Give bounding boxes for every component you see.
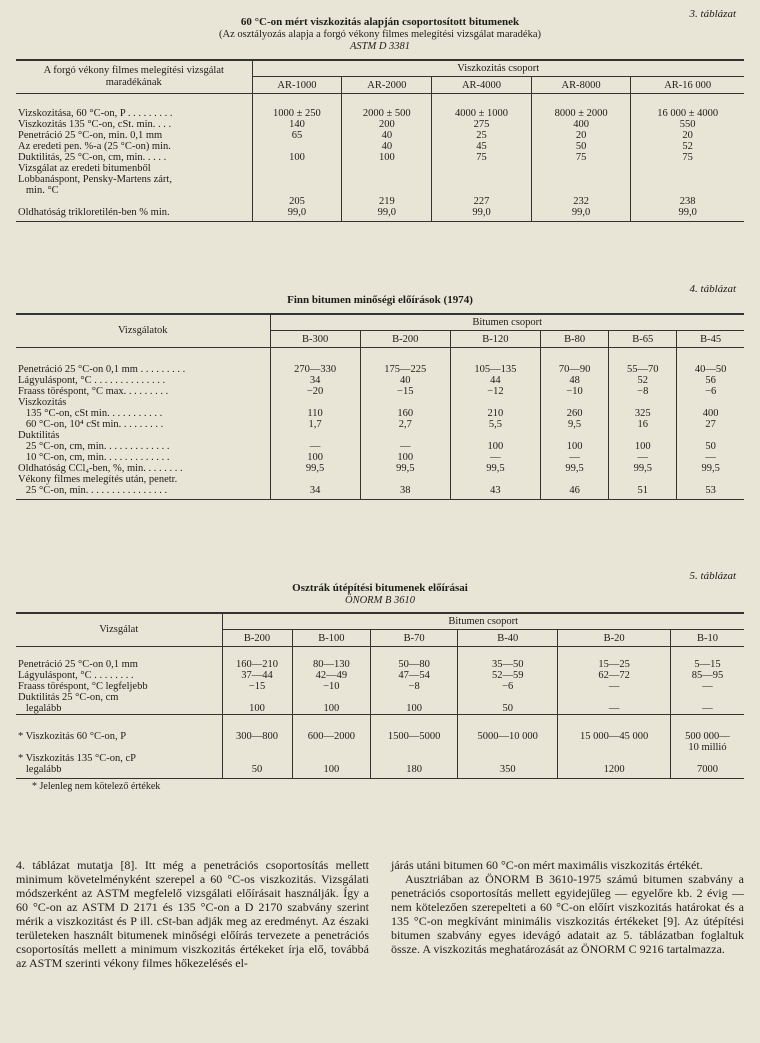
- table-cell: [631, 163, 744, 174]
- table-row: [16, 185, 744, 196]
- column-header: AR-2000: [342, 77, 432, 94]
- table5-title: Osztrák útépítési bitumenek előírásai: [292, 582, 468, 594]
- table-cell: 99,5: [541, 463, 609, 474]
- table5: [16, 612, 744, 779]
- table-cell: 50: [458, 703, 558, 715]
- table-cell: [371, 742, 458, 753]
- table-cell: 16: [609, 419, 677, 430]
- table-row: [16, 408, 744, 419]
- table-cell: —: [450, 452, 540, 463]
- table-cell: 99,0: [342, 207, 432, 222]
- table4-section: [16, 283, 744, 500]
- table-cell: 34: [270, 375, 360, 386]
- table-cell: 1000 ± 250: [252, 94, 342, 120]
- table-cell: [360, 397, 450, 408]
- table-cell: 400: [702, 408, 719, 419]
- table-cell: [541, 474, 609, 485]
- table-cell: —: [360, 441, 450, 452]
- column-header: B-20: [558, 630, 671, 647]
- table-row: [16, 152, 744, 163]
- table-row: [16, 441, 744, 452]
- table-cell: [222, 742, 292, 753]
- table-cell: [342, 163, 432, 174]
- table-row: [16, 141, 744, 152]
- table-cell: 34: [270, 485, 360, 500]
- column-header: B-70: [371, 630, 458, 647]
- body-text: [16, 858, 744, 970]
- body-paragraph: járás utáni bitumen 60 °C-on mért maximális viszkozitás értékét.: [391, 858, 703, 872]
- table-cell: 550: [679, 119, 696, 130]
- table-cell: 175—225: [360, 348, 450, 376]
- table-cell: —: [705, 452, 716, 463]
- table-cell: 2000 ± 500: [342, 94, 432, 120]
- table-row: [16, 386, 744, 397]
- column-header: B-100: [292, 630, 371, 647]
- table-cell: 40: [360, 375, 450, 386]
- table-cell: 180: [371, 764, 458, 779]
- table-cell: 35—50: [458, 647, 558, 671]
- table5-subtitle: ÖNORM B 3610: [345, 595, 415, 606]
- table-cell: —: [609, 452, 677, 463]
- table-cell: −6: [705, 386, 717, 397]
- table-cell: [222, 692, 292, 703]
- table-cell: [531, 185, 631, 196]
- table3: [16, 59, 744, 222]
- table-row: [16, 715, 744, 743]
- row-label: legalább: [16, 703, 222, 715]
- table-cell: —: [702, 703, 713, 714]
- table4-title: Finn bitumen minőségi előírások (1974): [287, 294, 473, 306]
- table-cell: 219: [342, 196, 432, 207]
- row-label: 135 °C-on, cSt min. . . . . . . . . . .: [16, 408, 270, 419]
- table-cell: 75: [531, 152, 631, 163]
- table-cell: [252, 174, 342, 185]
- table-cell: 7000: [696, 764, 718, 775]
- table-cell: [371, 692, 458, 703]
- table-cell: 99,0: [432, 207, 532, 222]
- table-cell: 100: [609, 441, 677, 452]
- table-cell: 232: [531, 196, 631, 207]
- table-cell: [342, 185, 432, 196]
- row-label: Vizsgálat az eredeti bitumenből: [16, 163, 252, 174]
- table-row: [16, 742, 744, 753]
- table-cell: [292, 692, 371, 703]
- column-header: B-120: [450, 331, 540, 348]
- row-label: 60 °C-on, 10⁴ cSt min. . . . . . . . .: [16, 419, 270, 430]
- row-label: 25 °C-on, min. . . . . . . . . . . . . . . .: [16, 485, 270, 500]
- row-label: Penetráció 25 °C-on 0,1 mm: [16, 647, 222, 671]
- row-label: Lágyuláspont, °C . . . . . . . .: [16, 670, 222, 681]
- table-cell: 100: [541, 441, 609, 452]
- table-cell: [252, 141, 342, 152]
- row-label: Lágyuláspont, °C . . . . . . . . . . . . . .: [16, 375, 270, 386]
- row-label: Penetráció 25 °C-on 0,1 mm . . . . . . . . .: [16, 348, 270, 376]
- column-header: B-80: [541, 331, 609, 348]
- table-cell: [270, 474, 360, 485]
- table-cell: 100: [252, 152, 342, 163]
- table-cell: 51: [609, 485, 677, 500]
- table-cell: [531, 163, 631, 174]
- table-cell: 200: [342, 119, 432, 130]
- row-label: Duktilitás, 25 °C-on, cm, min. . . . .: [16, 152, 252, 163]
- table-cell: [450, 397, 540, 408]
- row-label: min. °C: [16, 185, 252, 196]
- table-cell: [458, 753, 558, 764]
- table-row: [16, 647, 744, 671]
- table-cell: −20: [270, 386, 360, 397]
- table-cell: [677, 474, 744, 485]
- table-cell: 99,0: [252, 207, 342, 222]
- table-cell: [631, 174, 744, 185]
- row-label: Vizskozitása, 60 °C-on, P . . . . . . . . .: [16, 94, 252, 120]
- table-cell: 100: [222, 703, 292, 715]
- table-cell: 2,7: [360, 419, 450, 430]
- table-cell: −10: [541, 386, 609, 397]
- table-cell: −8: [371, 681, 458, 692]
- table-cell: 85—95: [691, 670, 724, 681]
- table4: [16, 313, 744, 500]
- table-cell: 100: [450, 441, 540, 452]
- table-cell: 52: [609, 375, 677, 386]
- table-cell: [531, 174, 631, 185]
- table-cell: 80—130: [292, 647, 371, 671]
- table-cell: 75: [432, 152, 532, 163]
- table-cell: [677, 397, 744, 408]
- table-cell: 75: [682, 152, 693, 163]
- row-label: Vékony filmes melegítés után, penetr.: [16, 474, 270, 485]
- table-cell: 100: [342, 152, 432, 163]
- table-cell: [432, 185, 532, 196]
- table-cell: 160: [360, 408, 450, 419]
- table-cell: 227: [432, 196, 532, 207]
- table-row: [16, 670, 744, 681]
- table-cell: 600—2000: [292, 715, 371, 743]
- table-cell: 99,5: [701, 463, 720, 474]
- row-label: legalább: [16, 764, 222, 779]
- table-row: [16, 681, 744, 692]
- table-cell: [458, 692, 558, 703]
- table-cell: 205: [252, 196, 342, 207]
- table-cell: [360, 474, 450, 485]
- table-cell: 52: [682, 141, 693, 152]
- column-header: AR-1000: [252, 77, 342, 94]
- table-cell: 40—50: [694, 364, 727, 375]
- table-cell: 5,5: [450, 419, 540, 430]
- table-cell: [432, 174, 532, 185]
- table-cell: 37—44: [222, 670, 292, 681]
- row-label: Duktilitás 25 °C-on, cm: [16, 692, 222, 703]
- table3-title: 60 °C-on mért viszkozitás alapján csoportosított bitumenek: [240, 16, 520, 28]
- table-cell: 15 000—45 000: [558, 715, 671, 743]
- table-cell: 160—210: [222, 647, 292, 671]
- column-header: B-200: [360, 331, 450, 348]
- table-cell: 50: [705, 441, 716, 452]
- body-paragraph: 4. táblázat mutatja [8]. Itt még a penetrációs csoportosítás mellett minimum követelményként szerepel a 60 °C-os viszkozitás. Vizsgálati módszerként az ASTM megfelelő vizsgálati előírásait használják. Így a 60 °C-on az ASTM D 2171 és 135 °C-on a D 2170 szabvány szerint mérik a viszkozitást és P ill. cSt-ban adják meg az eredményt. Az északi területeken használt bitumenek minőségi előírás tervezete a penetrációs csoportosítás mellett a minimum viszkozitás értékeket írja elő, továbbá az ASTM szerinti vékony filmes hőkezelésés el-: [16, 858, 369, 970]
- table-cell: [609, 474, 677, 485]
- table-cell: [677, 430, 744, 441]
- table-cell: 62—72: [558, 670, 671, 681]
- table-cell: 43: [450, 485, 540, 500]
- table-cell: [558, 692, 671, 703]
- column-header: AR-8000: [531, 77, 631, 94]
- table-row: [16, 692, 744, 703]
- table5-row-header: Vizsgálat: [16, 613, 222, 647]
- row-label: 10 °C-on, cm, min. . . . . . . . . . . . .: [16, 452, 270, 463]
- table-cell: 99,5: [360, 463, 450, 474]
- table-cell: 99,0: [531, 207, 631, 222]
- table-cell: [609, 397, 677, 408]
- table-cell: [450, 474, 540, 485]
- table-cell: [541, 430, 609, 441]
- table-row: [16, 485, 744, 500]
- table-cell: [609, 430, 677, 441]
- table-row: [16, 348, 744, 376]
- column-header: B-10: [670, 630, 744, 647]
- row-label: * Viszkozitás 60 °C-on, P: [16, 715, 222, 743]
- table-cell: [292, 742, 371, 753]
- row-label: Az eredeti pen. %-a (25 °C-on) min.: [16, 141, 252, 152]
- table-cell: 16 000 ± 4000: [657, 108, 719, 119]
- table-row: [16, 130, 744, 141]
- table-cell: 99,0: [678, 207, 697, 218]
- table-cell: [450, 430, 540, 441]
- row-label: Fraass töréspont, °C legfeljebb: [16, 681, 222, 692]
- table-cell: 20: [531, 130, 631, 141]
- column-header: B-65: [609, 331, 677, 348]
- table-cell: −12: [450, 386, 540, 397]
- table-cell: −8: [609, 386, 677, 397]
- table-cell: 27: [705, 419, 716, 430]
- table-cell: 9,5: [541, 419, 609, 430]
- table-row: [16, 703, 744, 715]
- table-cell: 350: [458, 764, 558, 779]
- table-cell: 5000—10 000: [458, 715, 558, 743]
- table-cell: [292, 753, 371, 764]
- body-left-column: [16, 858, 369, 970]
- table-cell: [270, 397, 360, 408]
- table-cell: 110: [270, 408, 360, 419]
- table-cell: 1,7: [270, 419, 360, 430]
- table4-label: 4. táblázat: [689, 283, 736, 295]
- table3-row-header: A forgó vékony filmes melegítési vizsgálat maradékának: [16, 60, 252, 94]
- column-header: AR-4000: [432, 77, 532, 94]
- table-cell: 40: [342, 130, 432, 141]
- table-row: [16, 463, 744, 474]
- table-cell: [541, 397, 609, 408]
- table-cell: [252, 185, 342, 196]
- row-label: Viszkozitás: [16, 397, 270, 408]
- table-cell: 50: [222, 764, 292, 779]
- row-label: Oldhatóság trikloretilén-ben % min.: [16, 207, 252, 222]
- table3-subtitle: (Az osztályozás alapja a forgó vékony filmes melegítési vizsgálat maradéka): [219, 29, 541, 40]
- row-label: Viszkozitás 135 °C-on, cSt. min. . . .: [16, 119, 252, 130]
- table5-section: [16, 570, 744, 792]
- table-cell: 15—25: [558, 647, 671, 671]
- table-row: [16, 196, 744, 207]
- table-cell: [558, 753, 671, 764]
- table-cell: 47—54: [371, 670, 458, 681]
- table-cell: 44: [450, 375, 540, 386]
- table-cell: —: [702, 681, 713, 692]
- table-cell: −15: [360, 386, 450, 397]
- table3-label: 3. táblázat: [689, 8, 736, 20]
- row-label: Duktilitás: [16, 430, 270, 441]
- table-cell: [458, 742, 558, 753]
- table-cell: 140: [252, 119, 342, 130]
- table-cell: 50: [531, 141, 631, 152]
- table-cell: 100: [371, 703, 458, 715]
- table-cell: [360, 430, 450, 441]
- table-cell: 105—135: [450, 348, 540, 376]
- table-cell: [342, 174, 432, 185]
- table-cell: [558, 742, 671, 753]
- table-cell: [252, 163, 342, 174]
- table-cell: 46: [541, 485, 609, 500]
- table-cell: [670, 753, 744, 764]
- table-cell: 20: [682, 130, 693, 141]
- row-label: Lobbanáspont, Pensky-Martens zárt,: [16, 174, 252, 185]
- table-cell: 99,5: [450, 463, 540, 474]
- table-cell: 300—800: [222, 715, 292, 743]
- table-cell: 99,5: [270, 463, 360, 474]
- table4-row-header: Vizsgálatok: [16, 314, 270, 348]
- table-cell: 53: [705, 485, 716, 496]
- table-row: [16, 207, 744, 222]
- column-header: B-40: [458, 630, 558, 647]
- table-cell: 1200: [558, 764, 671, 779]
- table-cell: 1500—5000: [371, 715, 458, 743]
- table-row: [16, 764, 744, 779]
- table-cell: —: [558, 703, 671, 715]
- row-label: Penetráció 25 °C-on, min. 0,1 mm: [16, 130, 252, 141]
- table-cell: 48: [541, 375, 609, 386]
- table-cell: 40: [342, 141, 432, 152]
- table-cell: 100: [270, 452, 360, 463]
- table-row: [16, 174, 744, 185]
- table-cell: 50—80: [371, 647, 458, 671]
- table5-footnote: * Jelenleg nem kötelező értékek: [32, 781, 161, 792]
- table-cell: −10: [292, 681, 371, 692]
- table-cell: 55—70: [609, 348, 677, 376]
- table-cell: 210: [450, 408, 540, 419]
- table-cell: 38: [360, 485, 450, 500]
- table3-section: [16, 8, 744, 222]
- table-cell: [670, 692, 744, 703]
- table-cell: [270, 430, 360, 441]
- table-cell: 4000 ± 1000: [432, 94, 532, 120]
- table3-group-header: Viszkozitás csoport: [252, 60, 744, 77]
- table-cell: 270—330: [270, 348, 360, 376]
- table-cell: 100: [360, 452, 450, 463]
- table-row: [16, 419, 744, 430]
- table-row: [16, 474, 744, 485]
- body-right-column: [391, 858, 744, 970]
- column-header: B-200: [222, 630, 292, 647]
- table-row: [16, 430, 744, 441]
- table-cell: —: [270, 441, 360, 452]
- table-cell: 10 millió: [688, 742, 727, 753]
- table-cell: 70—90: [541, 348, 609, 376]
- table-cell: 45: [432, 141, 532, 152]
- table-cell: 100: [292, 703, 371, 715]
- table-cell: 42—49: [292, 670, 371, 681]
- table-cell: [222, 753, 292, 764]
- table-cell: 260: [541, 408, 609, 419]
- table-cell: 400: [531, 119, 631, 130]
- table-row: [16, 397, 744, 408]
- row-label: [16, 742, 222, 753]
- table-cell: [371, 753, 458, 764]
- table-cell: 99,5: [609, 463, 677, 474]
- table-cell: 5—15: [694, 659, 721, 670]
- table-cell: 56: [705, 375, 716, 386]
- table4-group-header: Bitumen csoport: [270, 314, 744, 331]
- table-cell: 8000 ± 2000: [531, 94, 631, 120]
- table-cell: —: [541, 452, 609, 463]
- row-label: [16, 196, 252, 207]
- table-cell: 25: [432, 130, 532, 141]
- row-label: * Viszkozitás 135 °C-on, cP: [16, 753, 222, 764]
- row-label: 25 °C-on, cm, min. . . . . . . . . . . . .: [16, 441, 270, 452]
- table-cell: 238: [679, 196, 696, 207]
- table-cell: 500 000—: [685, 731, 730, 742]
- table-row: [16, 119, 744, 130]
- table-cell: 275: [432, 119, 532, 130]
- table3-source: ASTM D 3381: [349, 41, 411, 52]
- column-header: AR-16 000: [631, 77, 744, 94]
- table-row: [16, 753, 744, 764]
- table5-label: 5. táblázat: [689, 570, 736, 582]
- table-cell: 100: [292, 764, 371, 779]
- table-cell: [432, 163, 532, 174]
- table-row: [16, 163, 744, 174]
- row-label: Oldhatóság CCl₄-ben, %, min. . . . . . . .: [16, 463, 270, 474]
- table-cell: —: [558, 681, 671, 692]
- column-header: B-45: [677, 331, 744, 348]
- table-row: [16, 375, 744, 386]
- table-cell: 325: [609, 408, 677, 419]
- table5-group-header: Bitumen csoport: [222, 613, 744, 630]
- table-row: [16, 94, 744, 120]
- column-header: B-300: [270, 331, 360, 348]
- table-row: [16, 452, 744, 463]
- table-cell: −6: [458, 681, 558, 692]
- table-cell: [631, 185, 744, 196]
- table-cell: 52—59: [458, 670, 558, 681]
- table-cell: −15: [222, 681, 292, 692]
- row-label: Fraass töréspont, °C max. . . . . . . . .: [16, 386, 270, 397]
- table-cell: 65: [252, 130, 342, 141]
- body-paragraph: Ausztriában az ÖNORM B 3610-1975 számú bitumen szabvány a penetrációs csoportosítás mellett egyidejűleg — egyelőre kb. 2 évig — nem kötelezően szerepelteti a 60 °C-on előírt viszkozitás határokat és a 135 °C-on megkívánt minimális viszkozitás értékeket [9]. Az útépítési bitumen szabvány egyes idevágó adatait az 5. táblázatban foglaltuk össze. A viszkozitás meghatározását az ÖNORM C 9216 tartalmazza.: [391, 872, 744, 956]
